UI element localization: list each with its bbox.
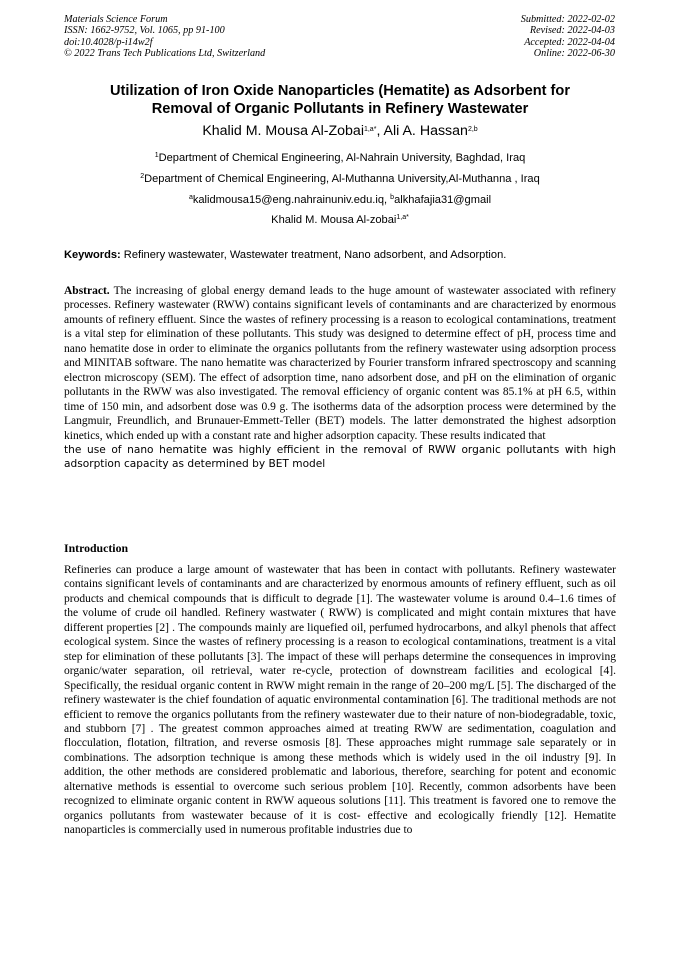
email-a[interactable]: kalidmousa15@eng.nahrainuniv.edu.iq, bbox=[192, 194, 391, 206]
affiliation-2-marker: 2 bbox=[140, 173, 145, 180]
author-1-affiliation: 1,a* bbox=[363, 126, 377, 133]
submitted-date: Submitted: 2022-02-02 bbox=[520, 14, 615, 25]
keywords-text: Refinery wastewater, Wastewater treatment, Nano adsorbent, and Adsorption. bbox=[120, 249, 507, 261]
online-date: Online: 2022-06-30 bbox=[533, 47, 615, 59]
email-line bbox=[60, 193, 620, 207]
accepted-date: Accepted: 2022-04-04 bbox=[524, 36, 615, 48]
revised-date: Revised: 2022-04-03 bbox=[529, 25, 615, 37]
author-1: Khalid M. Mousa Al-Zobai bbox=[202, 123, 364, 139]
journal-name: Materials Science Forum bbox=[64, 14, 168, 25]
affiliation-2 bbox=[60, 172, 620, 186]
introduction-heading: Introduction bbox=[64, 541, 129, 555]
paper-title bbox=[60, 82, 620, 118]
affiliation-1-text: Department of Chemical Engineering, Al-Nahrain University, Baghdad, Iraq bbox=[158, 152, 526, 164]
author-separator: , bbox=[376, 123, 384, 139]
keywords-label: Keywords: bbox=[64, 249, 121, 261]
journal-info bbox=[64, 14, 265, 59]
issn: ISSN: 1662-9752, Vol. 1065, pp 91-100 bbox=[64, 25, 225, 37]
affiliation-1-marker: 1 bbox=[154, 152, 159, 159]
author-2-affiliation: 2,b bbox=[467, 126, 478, 133]
introduction-body: Refineries can produce a large amount of wastewater that has been in contact with pollutants. Refinery wastewater contains significant levels of contaminants and are characterized by enormous amounts of refinery effluent, such as oil products and chemical compounds that is difficult to degrade [1]. The wastewater volume is around 0.4–1.6 times of the volume of crude oil handled. Refinery wastwater ( RWW) is complicated and might contain mixtures that have different properties [2] . The compounds mainly are liquefied oil, perfumed hydrocarbons, and alkyl phenols that affect ecological system. Since the wastes of refinery processing is a reason to ecological contaminations, treatment is a vital step for elimination of these pollutants [3]. The impact of these will perhaps determine the consequences in improving organic/water separation, oil retrieval, water re-cycle, protection of downstream facilities and ecological [4]. Specifically, the residual organic content in RWW might remain in the range of 20–200 mg/L [5]. The discharged of the refinery wastewater is the chief foundation of aquatic environmental contamination [6]. The traditional methods are not efficient to remove the organics pollutants from the refinery wastewater due to their nature of non-biodegradable, toxic, and stubborn [7] . The greatest common approaches aimed at treating RWW are sedimentation, coagulation and flocculation, flotation, filtration, and reverse osmosis [8]. These approaches might rummage sale separately or in combinations. The adsorption technique is among these methods which is widely used in the oil industry [9]. In addition, the other methods are considered problematic and laborious, therefore, searching for potent and economic alternative methods is essential to overcome such serious problem [10]. Recently, common adsorbents have been recognized to eliminate organic content in RWW aqueous solutions [11]. This treatment is favored one to remove the organics pollutants from wastewater because of it is cost- effective and ecologically friendly [12]. Hematite nanoparticles is commercially used in numerous profitable industries due to bbox=[64, 564, 616, 837]
publication-dates bbox=[521, 14, 615, 59]
email-a-marker: a bbox=[188, 194, 193, 201]
doi: doi:10.4028/p-i14w2f bbox=[64, 36, 153, 48]
corresponding-author bbox=[60, 213, 620, 227]
affiliation-2-text: Department of Chemical Engineering, Al-Muthanna University,Al-Muthanna , Iraq bbox=[144, 173, 540, 185]
corresponding-author-marker: 1,a* bbox=[396, 214, 409, 221]
author-list bbox=[60, 122, 620, 140]
email-b-marker: b bbox=[390, 194, 395, 201]
copyright: © 2022 Trans Tech Publications Ltd, Switzerland bbox=[64, 47, 266, 59]
corresponding-author-name: Khalid M. Mousa Al-zobai bbox=[271, 214, 397, 226]
author-2: Ali A. Hassan bbox=[383, 123, 468, 139]
abstract-main bbox=[64, 284, 616, 443]
abstract-body: The increasing of global energy demand leads to the huge amount of wastewater associated with refinery processes. Refinery wastewater (RWW) contains significant levels of contaminants and are characterized by enormous amounts of refinery effluent. Since the wastes of refinery processing is a reason to ecological contaminations, treatment is a vital step for elimination of these pollutants. This study was designed to determine effect of pH, process time and nano hematite dose in order to eliminate the organics pollutants from the refinery wastewater using adsorption process and MINITAB software. The nano hematite was characterized by Fourier transform infrared spectroscopy and scanning electron microscopy (SEM). The effect of adsorption time, nano adsorbent dose, and pH on the elimination of organic pollutants in the RWW was also investigated. The removal efficiency of organic content was 85.1% at pH 6.5, within time of 150 min, and adsorbent dose was 0.9 g. The isotherms data of the adsorption process were determined by the Langmuir, Freundlich, and Brunauer-Emmett-Teller (BET) models. The latter demonstrated the highest adsorption kinetics, which ended up with a constant rate and higher adsorption capacity. These results indicated that bbox=[64, 285, 616, 442]
affiliation-1 bbox=[60, 151, 620, 165]
abstract-conclusion: the use of nano hematite was highly efficient in the removal of RWW organic pollutants with high adsorption capacity as determined by BET model bbox=[64, 443, 616, 471]
keywords bbox=[64, 248, 616, 262]
email-b[interactable]: alkhafajia31@gmail bbox=[394, 194, 492, 206]
title-line-2: Removal of Organic Pollutants in Refinery Wastewater bbox=[151, 101, 529, 117]
abstract-label: Abstract. bbox=[64, 285, 110, 297]
title-line-1: Utilization of Iron Oxide Nanoparticles (Hematite) as Adsorbent for bbox=[109, 83, 571, 99]
abstract bbox=[64, 284, 616, 472]
